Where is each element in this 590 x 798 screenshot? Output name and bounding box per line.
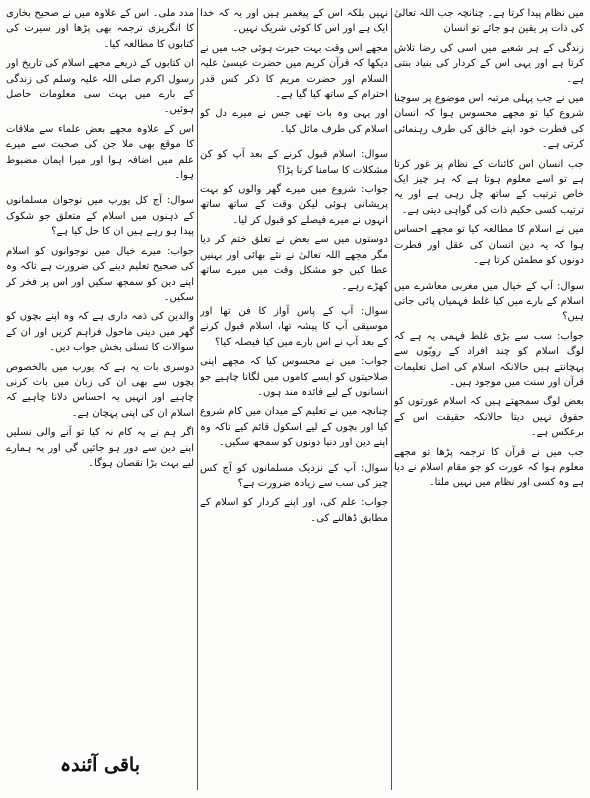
article-paragraph: چنانچہ میں نے تعلیم کے میدان میں کام شروع کیا اور بچوں کے لیے اسکول قائم کیے تاکہ وہ اپنے دین اور دنیا دونوں کو سمجھ سکیں۔ — [200, 406, 388, 449]
article-paragraph: سوال: اسلام قبول کرنے کے بعد آپ کو کن مشکلات کا سامنا کرنا پڑا؟ — [200, 149, 388, 176]
article-column-right — [394, 6, 584, 790]
article-paragraph: جب انسان اس کائنات کے نظام پر غور کرتا ہے تو اسے معلوم ہوتا ہے کہ ہر چیز ایک خاص ترتیب کے ساتھ چل رہی ہے اور یہ ترتیب کسی حکیم ذات کی گواہی دیتی ہے۔ — [394, 158, 584, 216]
article-paragraph: جواب: میرے خیال میں نوجوانوں کو اسلام کی صحیح تعلیم دینے کی ضرورت ہے تاکہ وہ اپنے دین کو سمجھ سکیں اور اس پر فخر کر سکیں۔ — [6, 245, 194, 303]
article-paragraph: دوسری بات یہ ہے کہ یورپ میں بالخصوص بچوں سے بھی ان کی زبان میں بات کرنی چاہیے اور انہیں یہ احساس دلانا چاہیے کہ اسلام ان کی اپنی پہچان ہے۔ — [6, 361, 194, 419]
article-paragraph: جواب: شروع میں میرے گھر والوں کو بہت پریشانی ہوئی لیکن وقت کے ساتھ ساتھ انہوں نے میرے فیصلے کو قبول کر لیا۔ — [200, 184, 388, 226]
article-paragraph: نہیں بلکہ اس کے پیغمبر ہیں اور یہ کہ خدا ایک ہے اور اس کا کوئی شریک نہیں۔ — [200, 8, 388, 35]
article-paragraph: جواب: علم کی، اور اپنے کردار کو اسلام کے مطابق ڈھالنے کی۔ — [200, 497, 388, 524]
article-column-middle — [200, 6, 388, 790]
article-paragraph: سوال: آج کل یورپ میں نوجوان مسلمانوں کے ذہنوں میں اسلام کے متعلق جو شکوک پیدا ہو رہے ہیں ان کا حل کیا ہے؟ — [6, 195, 194, 238]
article-paragraph: والدین کی ذمہ داری ہے کہ وہ اپنے بچوں کو گھر میں دینی ماحول فراہم کریں اور ان کے سوالات کا تسلی بخش جواب دیں۔ — [6, 311, 194, 354]
article-paragraph: جب میں نے قرآن کا ترجمہ پڑھا تو مجھے معلوم ہوا کہ عورت کو جو مقام اسلام نے دیا ہے وہ کسی اور نظام میں نہیں ملتا۔ — [394, 446, 584, 489]
article-paragraph: مدد ملی۔ اس کے علاوہ میں نے صحیح بخاری کا انگریزی ترجمہ بھی پڑھا اور سیرت کی کتابوں کا مطالعہ کیا۔ — [6, 8, 194, 50]
column-divider — [197, 8, 198, 790]
article-paragraph: سوال: آپ کے نزدیک مسلمانوں کو آج کس چیز کی سب سے زیادہ ضرورت ہے؟ — [200, 462, 388, 489]
article-paragraph: میں نے جب پہلی مرتبہ اس موضوع پر سوچنا شروع کیا تو مجھے محسوس ہوا کہ انسان کی فطرت خود اپنے خالق کی طرف رہنمائی کرتی ہے۔ — [394, 93, 584, 151]
article-paragraph: سوال: آپ کے پاس آواز کا فن تھا اور موسیقی آپ کا پیشہ تھا، اسلام قبول کرنے کے بعد آپ نے اس بارے میں کیا فیصلہ کیا؟ — [200, 305, 388, 348]
article-paragraph: دوستوں میں سے بعض نے تعلق ختم کر دیا مگر مجھے اللہ تعالیٰ نے نئے بھائی اور بہنیں عطا کیں جو مشکل وقت میں میرے ساتھ کھڑے رہے۔ — [200, 234, 388, 292]
article-paragraph: میں نظام پیدا کرتا ہے۔ چنانچہ جب اللہ تعالیٰ کی ذات پر یقین ہو جائے تو انسان — [394, 8, 584, 35]
article-paragraph: زندگی کے ہر شعبے میں اسی کی رضا تلاش کرتا ہے اور یہی اس کے کردار کی بنیاد بنتی ہے۔ — [394, 42, 584, 85]
article-paragraph: جواب: میں نے محسوس کیا کہ مجھے اپنی صلاحیتوں کو ایسے کاموں میں لگانا چاہیے جو انسانوں کے لیے فائدہ مند ہوں۔ — [200, 356, 388, 398]
column-divider — [391, 8, 392, 790]
article-paragraph: مجھے اس وقت بہت حیرت ہوئی جب میں نے دیکھا کہ قرآن کریم میں حضرت عیسیٰ علیہ السلام اور حضرت مریم کا ذکر کس قدر احترام کے ساتھ کیا گیا ہے۔ — [200, 42, 388, 101]
article-paragraph: ان کتابوں کے ذریعے مجھے اسلام کی تاریخ اور رسول اکرم صلی اللہ علیہ وسلم کی زندگی کے بارے میں بہت سی معلومات حاصل ہوئیں۔ — [6, 58, 194, 116]
article-column-left — [6, 6, 194, 790]
article-paragraph: بعض لوگ سمجھتے ہیں کہ اسلام عورتوں کو حقوق نہیں دیتا حالانکہ حقیقت اس کے برعکس ہے۔ — [394, 396, 584, 439]
article-paragraph: اور یہی وہ بات تھی جس نے میرے دل کو اسلام کی طرف مائل کیا۔ — [200, 108, 388, 135]
article-paragraph: سوال: آپ کے خیال میں مغربی معاشرے میں اسلام کے بارے میں کیا غلط فہمیاں پائی جاتی ہیں؟ — [394, 280, 584, 323]
article-paragraph: میں نے اسلام کا مطالعہ کیا تو مجھے احساس ہوا کہ یہ دین انسان کی عقل اور فطرت دونوں کو مطمئن کرتا ہے۔ — [394, 224, 584, 267]
article-paragraph: اس کے علاوہ مجھے بعض علماء سے ملاقات کا موقع بھی ملا جن کی صحبت سے میرے علم میں اضافہ ہوا اور میرا ایمان مضبوط ہوا۔ — [6, 123, 194, 182]
continued-label: باقی آئندہ — [59, 754, 141, 776]
article-paragraph: جواب: سب سے بڑی غلط فہمی یہ ہے کہ لوگ اسلام کو چند افراد کے رویّوں سے پہچانتے ہیں حالانکہ اسلام کی اصل تعلیمات قرآن اور سنت میں موجود ہیں۔ — [394, 330, 584, 388]
article-paragraph: اگر ہم نے یہ کام نہ کیا تو آنے والی نسلیں اپنے دین سے دور ہو جائیں گی اور یہ ہمارے لیے بہت بڑا نقصان ہوگا۔ — [6, 427, 194, 469]
